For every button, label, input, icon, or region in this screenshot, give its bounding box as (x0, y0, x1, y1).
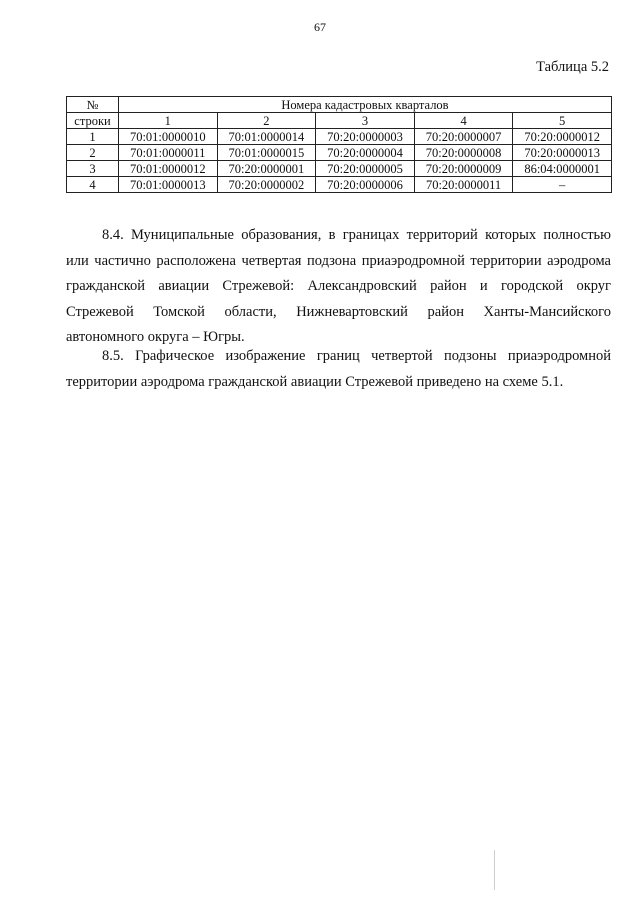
column-number-4: 4 (414, 113, 513, 129)
column-number-1: 1 (119, 113, 218, 129)
scan-artifact-line (494, 850, 495, 890)
table-cell: 70:01:0000013 (119, 177, 218, 193)
row-number-header-label: строки (67, 113, 119, 129)
table-cell: 70:20:0000006 (316, 177, 415, 193)
group-header: Номера кадастровых кварталов (119, 97, 612, 113)
cadastral-quarters-table (66, 96, 612, 193)
table-cell: 70:20:0000013 (513, 145, 612, 161)
table-row (67, 145, 612, 161)
table-cell: 70:01:0000010 (119, 129, 218, 145)
paragraph-8-4: 8.4. Муниципальные образования, в границах территорий которых полностью или частично расположена четвертая подзона приаэродромной территории аэродрома гражданской авиации Стрежевой: Александровский район и городской округ Стрежевой Томской области, Нижневартовский район Ханты-Мансийского автономного округа – Югры. (66, 227, 611, 345)
column-number-3: 3 (316, 113, 415, 129)
table-row (67, 161, 612, 177)
table-cell: 70:20:0000007 (414, 129, 513, 145)
row-number: 4 (67, 177, 119, 193)
column-number-2: 2 (217, 113, 316, 129)
page-number: 67 (314, 20, 326, 34)
table-cell: 70:20:0000004 (316, 145, 415, 161)
table-cell: 70:20:0000001 (217, 161, 316, 177)
table-caption: Таблица 5.2 (536, 59, 609, 75)
column-number-5: 5 (513, 113, 612, 129)
table-cell: 70:20:0000009 (414, 161, 513, 177)
table-cell: 70:20:0000002 (217, 177, 316, 193)
row-number: 3 (67, 161, 119, 177)
paragraph-8-5: 8.5. Графическое изображение границ четвертой подзоны приаэродромной территории аэродрома гражданской авиации Стрежевой приведено на схеме 5.1. (66, 348, 611, 390)
table-cell: – (513, 177, 612, 193)
table-cell: 70:20:0000011 (414, 177, 513, 193)
table-header-row (67, 97, 612, 113)
table-cell: 70:20:0000012 (513, 129, 612, 145)
row-number: 1 (67, 129, 119, 145)
table-cell: 70:01:0000011 (119, 145, 218, 161)
paragraph-8-5-container (66, 344, 611, 395)
table-cell: 70:20:0000008 (414, 145, 513, 161)
table-cell: 70:20:0000003 (316, 129, 415, 145)
table-row (67, 129, 612, 145)
table-cell: 70:01:0000015 (217, 145, 316, 161)
row-number-header-symbol: № (67, 97, 119, 113)
table-subheader-row (67, 113, 612, 129)
paragraph-8-4-container (66, 223, 611, 351)
row-number: 2 (67, 145, 119, 161)
table-row (67, 177, 612, 193)
table-cell: 86:04:0000001 (513, 161, 612, 177)
cadastral-quarters-table-wrapper (66, 96, 611, 193)
table-cell: 70:01:0000012 (119, 161, 218, 177)
table-cell: 70:20:0000005 (316, 161, 415, 177)
table-cell: 70:01:0000014 (217, 129, 316, 145)
